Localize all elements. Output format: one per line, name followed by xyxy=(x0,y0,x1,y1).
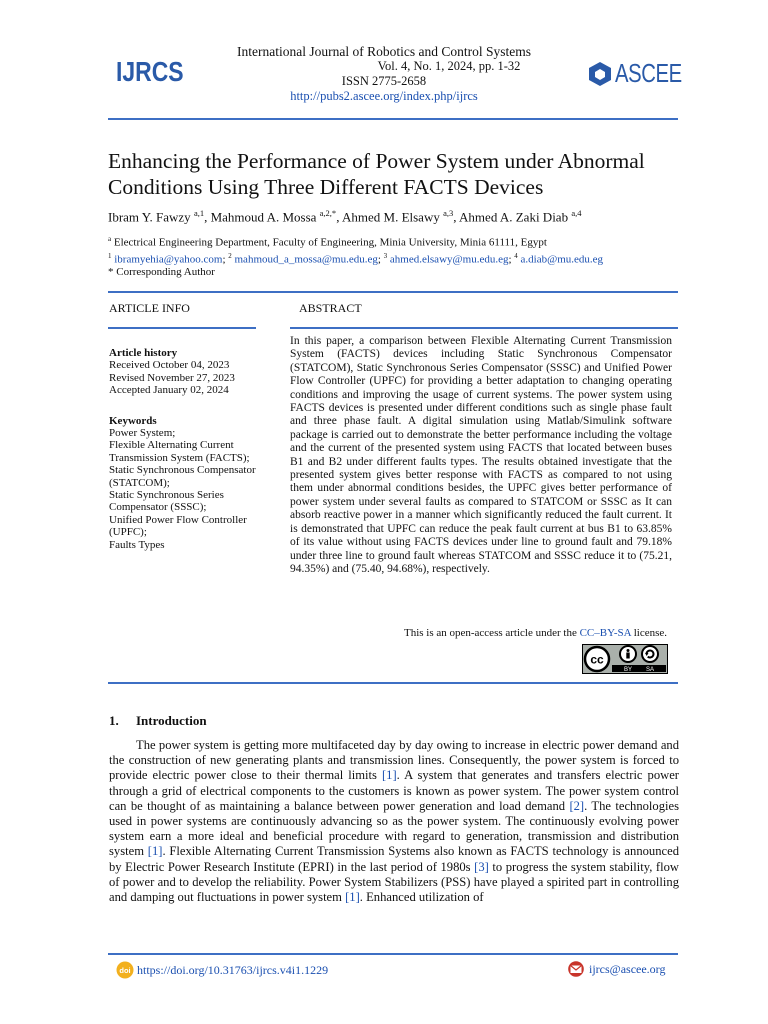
author-sup: a,1 xyxy=(193,208,205,218)
footer-divider xyxy=(108,953,678,955)
keywords-label: Keywords xyxy=(109,414,157,427)
author-name: Mahmoud A. Mossa xyxy=(210,209,317,225)
article-info-column xyxy=(109,347,269,551)
keyword: Unified Power Flow Controller (UPFC); xyxy=(109,513,247,539)
author-name: Ahmed A. Zaki Diab xyxy=(459,209,569,225)
license-statement: This is an open-access article under the CC–BY-SA license. xyxy=(403,627,667,639)
author-sup: a,2,* xyxy=(319,208,337,218)
email-link[interactable]: a.diab@mu.edu.eg xyxy=(520,253,604,266)
doi-link[interactable]: https://doi.org/10.31763/ijrcs.v4i1.1229 xyxy=(137,962,329,977)
footer-doi xyxy=(116,961,328,979)
journal-email-link[interactable]: ijrcs@ascee.org xyxy=(589,961,666,976)
citation-link[interactable]: [1] xyxy=(381,768,397,783)
abstract-heading: ABSTRACT xyxy=(299,301,362,315)
ascee-logo xyxy=(588,58,701,89)
journal-logo-ijrcs: IJRCS xyxy=(116,56,184,87)
email-link[interactable]: ahmed.elsawy@mu.edu.eg xyxy=(389,253,509,266)
journal-name: International Journal of Robotics and Control Systems xyxy=(237,44,531,59)
received-date: Received October 04, 2023 xyxy=(109,359,230,372)
footer-email xyxy=(566,961,665,977)
abstract-bottom-divider xyxy=(108,682,678,684)
journal-url-link[interactable]: http://pubs2.ascee.org/index.php/ijrcs xyxy=(290,89,478,103)
cc-license-icon xyxy=(582,644,668,674)
volume-info: Vol. 4, No. 1, 2024, pp. 1-32 xyxy=(377,59,521,73)
keyword: Flexible Alternating Current Transmission System (FACTS); xyxy=(109,439,250,464)
accepted-date: Accepted January 02, 2024 xyxy=(109,384,229,397)
badge-by-label: BY xyxy=(623,667,633,673)
introduction-paragraph: The power system is getting more multifaceted day by day owing to increase in electric power demand and the construction of new generating plants and transmission lines. Consequently, the power system is forced to provide electric power close to their thermal limits [1]. A system that generates and transfers electric power through a grid of electrical components to the customers is known as power system. The power system control can be thought of as maintaining a balance between power generation and load demand [2]. The technologies used in power systems are continuously advancing so as the power system. The continuously evolving power system earn a more ideal and beneficial procedure with regard to generation, transmission and distribution system [1]. Flexible Alternating Current Transmission Systems also known as FACTS technology is announced by Electric Power Research Institute (EPRI) in the last period of 1980s [3] to progress the system stability, flow of power and to develop the reliability. Power System Stabilizers (PSS) have played a spirited part in controlling and damping out fluctuations in power system [1]. Enhanced utilization of xyxy=(109,738,680,905)
citation-link[interactable]: [1] xyxy=(147,844,163,859)
license-link[interactable]: CC–BY-SA xyxy=(579,627,631,639)
citation-link[interactable]: [1] xyxy=(345,890,360,905)
issn: ISSN 2775-2658 xyxy=(341,74,427,88)
email-envelope-icon xyxy=(566,961,586,977)
author-emails: $^1$ ibramyehia@yahoo.com; $^2$ mahmoud_a_mossa@mu.edu.eg; $^3$ ahmed.elsawy@mu.edu.eg; $^4$ a.diab@mu.edu.eg xyxy=(108,251,604,266)
cc-by-sa-badge[interactable] xyxy=(582,644,668,674)
ascee-logo-text: ASCEE xyxy=(615,58,682,88)
keyword: Power System; xyxy=(109,427,176,440)
keyword: Static Synchronous Compensator (STATCOM); xyxy=(109,464,256,489)
article-info-heading: ARTICLE INFO xyxy=(109,301,190,315)
author-sup: a,4 xyxy=(571,208,582,218)
header-divider xyxy=(108,118,678,120)
corresponding-author-note: * Corresponding Author xyxy=(108,266,215,279)
svg-text:cc: cc xyxy=(590,652,604,667)
keyword: Static Synchronous Series Compensator (SSSC); xyxy=(109,489,224,514)
author-name: Ahmed M. Elsawy xyxy=(341,209,440,225)
section-divider xyxy=(108,291,678,293)
affiliation-text: Electrical Engineering Department, Faculty of Engineering, Minia University, Minia 61111, Egypt xyxy=(113,236,547,249)
abstract-rule xyxy=(290,327,678,329)
email-link[interactable]: mahmoud_a_mossa@mu.edu.eg xyxy=(234,253,378,266)
article-info-rule xyxy=(108,327,256,329)
paper-title: Enhancing the Performance of Power System under Abnormal Conditions Using Three Different FACTS Devices xyxy=(108,149,645,199)
svg-text:doi: doi xyxy=(119,966,131,975)
affiliations: $^a$ Electrical Engineering Department, Faculty of Engineering, Minia University, Minia 61111, Egypt $^1$ ibramyehia@yahoo.com; $^2$ mahmoud_a_mossa@mu.edu.eg; $^3$ ahmed.elsawy@mu.edu.eg; $^4$ a.diab@mu.edu.eg * Corresponding Author xyxy=(108,233,688,279)
revised-date: Revised November 27, 2023 xyxy=(109,371,235,384)
email-link[interactable]: ibramyehia@yahoo.com xyxy=(114,253,223,266)
hexagon-logo-icon xyxy=(588,61,612,87)
author-list: Ibram Y. Fawzy $^{a,1}$, Mahmoud A. Mossa $^{a,2,*}$, Ahmed M. Elsawy $^{a,3}$, Ahmed A. Zaki Diab $^{a,4}$ xyxy=(108,208,582,225)
author-name: Ibram Y. Fawzy xyxy=(108,209,191,225)
citation-link[interactable]: [3] xyxy=(474,859,489,874)
badge-sa-label: SA xyxy=(645,667,655,673)
introduction-heading: 1. Introduction xyxy=(109,713,207,728)
history-label: Article history xyxy=(109,347,178,359)
citation-link[interactable]: [2] xyxy=(569,798,585,813)
abstract-text: In this paper, a comparison between Flexible Alternating Current Transmission System (FACTS) devices including Static Synchronous Compensator (STATCOM), Static Synchronous Series Compensator (SSSC) and Unified Power Flow Controller (UPFC) for providing a better adaptation to changing operating conditions and improving the usage of current systems. The power system using FACTS devices is presented under different conditions such as single phase fault and three phase fault. A digital simulation using Matlab/Simulink software package is carried out to demonstrate the better performance including the voltage and the current of the presented system using FACTS that located between buses B1 and B2 under different faults types. The results obtained investigate that the presented system gives better response with FACTS as compared to not using them under abnormal conditions besides, the UPFC gives better performance of power system under several faults as compared to STATCOM or SSSC as It can absorb reactive power in a manner which significantly reduced the fault current. It is demonstrated that UPFC can reduce the peak fault current at bus B1 to 63.85% of its value without using FACTS devices under line to ground fault and 79.18% under three line to ground fault whereas STATCOM and SSSC reduce it to (75.21, 94.35%) and (75.40, 94.68%), respectively. xyxy=(290,335,672,575)
author-sup: a,3 xyxy=(443,208,454,218)
doi-icon xyxy=(116,961,134,979)
keyword: Faults Types xyxy=(109,538,165,551)
